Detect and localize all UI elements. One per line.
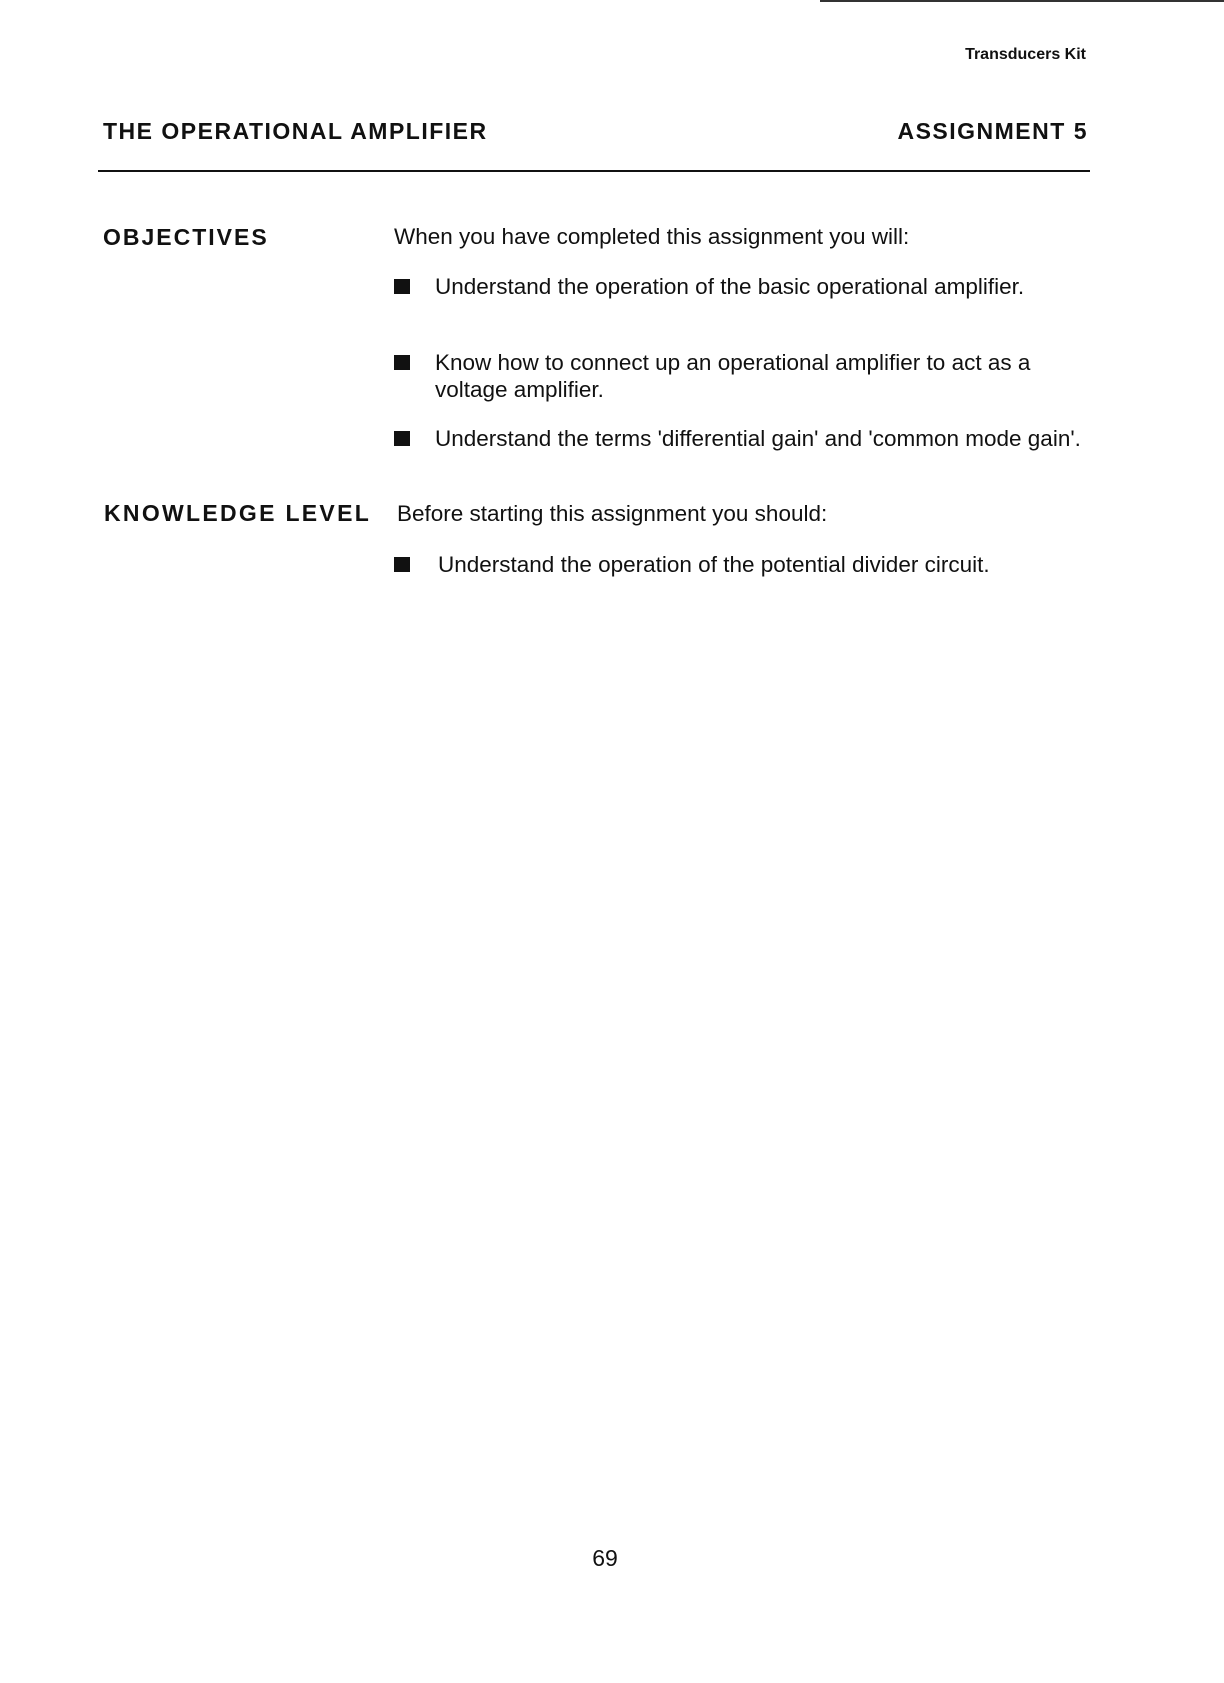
page-title: THE OPERATIONAL AMPLIFIER bbox=[103, 118, 488, 144]
objective-item-text: Understand the operation of the basic operational amplifier. bbox=[435, 274, 1025, 299]
knowledge-level-label: KNOWLEDGE LEVEL bbox=[104, 500, 372, 526]
bullet-square-icon bbox=[394, 557, 410, 572]
bullet-square-icon bbox=[394, 279, 410, 294]
bullet-square-icon bbox=[394, 431, 410, 446]
assignment-number: ASSIGNMENT 5 bbox=[897, 118, 1088, 144]
page-number: 69 bbox=[592, 1545, 618, 1571]
knowledge-intro: Before starting this assignment you should: bbox=[397, 501, 828, 526]
objective-item-text: Understand the terms 'differential gain' and 'common mode gain'. bbox=[435, 426, 1081, 451]
kit-label: Transducers Kit bbox=[965, 46, 1086, 63]
objectives-label: OBJECTIVES bbox=[103, 224, 269, 250]
objectives-intro: When you have completed this assignment you will: bbox=[394, 224, 910, 249]
top-edge-rule bbox=[820, 0, 1224, 2]
bullet-square-icon bbox=[394, 355, 410, 370]
knowledge-item-text: Understand the operation of the potential divider circuit. bbox=[438, 552, 990, 577]
header-divider bbox=[98, 170, 1090, 172]
objective-item-text: Know how to connect up an operational amplifier to act as a voltage amplifier. bbox=[435, 350, 1031, 402]
